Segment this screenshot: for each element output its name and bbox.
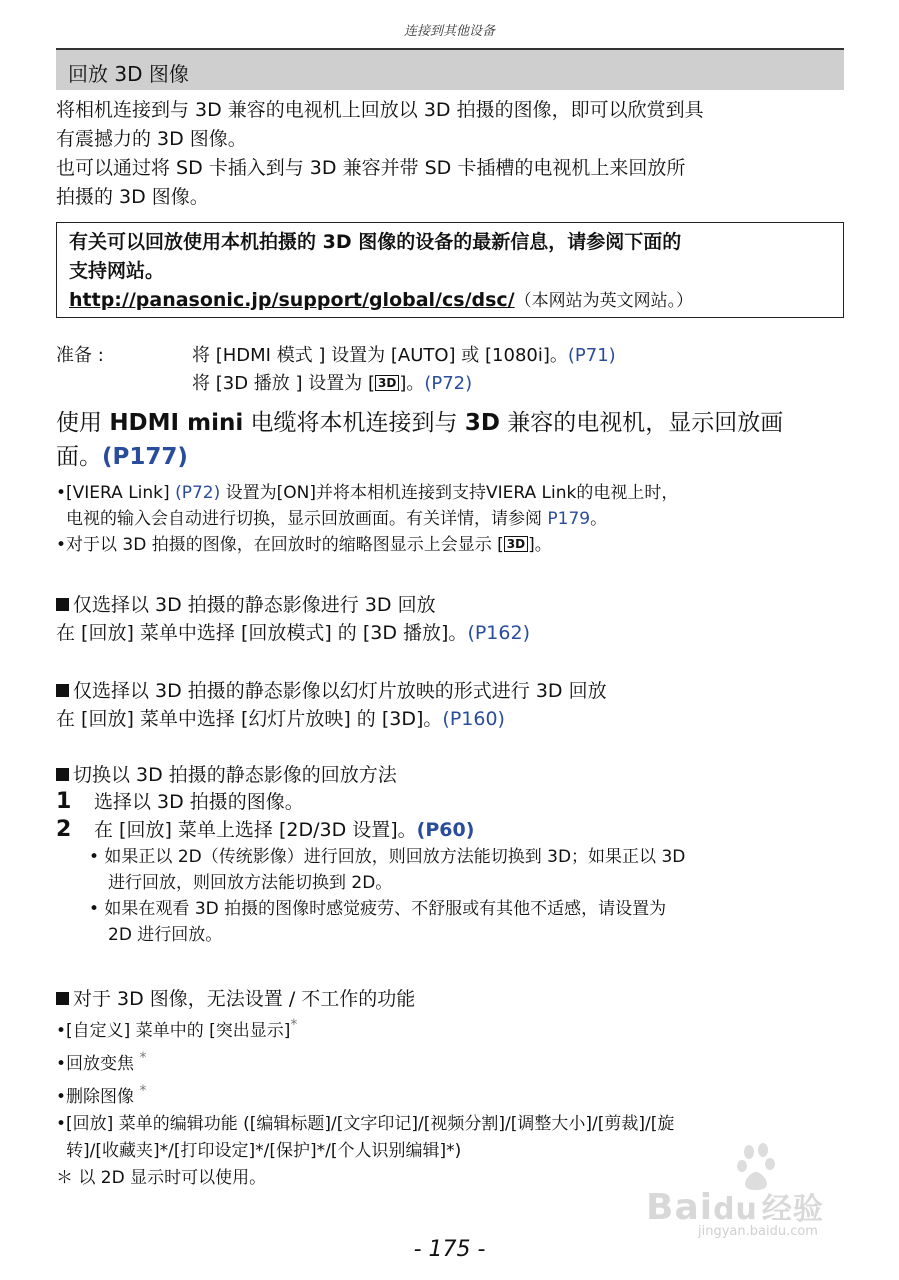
intro-line: 拍摄的 3D 图像。 [56,186,209,208]
page-header: 连接到其他设备 [403,24,495,39]
note-line: • 如果在观看 3D 拍摄的图像时感觉疲劳、不舒服或有其他不适感，请设置为 [89,899,667,919]
asterisk-mark: * [139,1050,147,1066]
list-item: •[自定义] 菜单中的 [突出显示] [56,1021,291,1041]
section-body: 在 [回放] 菜单中选择 [回放模式] 的 [3D 播放]。 [56,622,468,644]
step-number: 2 [56,817,72,842]
list-item: •[回放] 菜单的编辑功能 ([编辑标题]/[文字印记]/[视频分割]/[调整大小]/[剪裁]/[旋 [56,1114,675,1134]
watermark-brand: Bai [646,1187,714,1228]
bullet-text: 设置为[ON]并将本相机连接到支持VIERA Link的电视上时， [220,483,679,503]
bullet-text: 。 [590,509,608,529]
footnote: ＊ 以 2D 显示时可以使用。 [56,1168,267,1188]
bullet-text: •对于以 3D 拍摄的图像，在回放时的缩略图显示上会显示 [ [56,535,504,555]
baidu-watermark [646,1138,856,1238]
page-ref-link[interactable]: (P162) [467,622,530,644]
square-bullet-icon [56,598,69,611]
section-heading: 对于 3D 图像，无法设置 / 不工作的功能 [73,988,416,1010]
page-ref-link[interactable]: (P72) [424,373,473,394]
main-text: 使用 [56,410,110,436]
page-ref-link[interactable]: (P60) [416,819,475,841]
note-line: 2D 进行回放。 [108,925,223,945]
watermark-brand: 经验 [761,1192,824,1227]
intro-line: 也可以通过将 SD 卡插入到与 3D 兼容并带 SD 卡插槽的电视机上来回放所 [56,157,686,179]
bullet-text: •[VIERA Link] [56,483,176,503]
prep-line-end: ]。 [399,373,425,394]
bullet-text: ]。 [528,535,552,555]
section-3 [56,762,846,948]
page-ref-link[interactable]: P179 [547,509,591,529]
prep-line: 将 [HDMI 模式 ] 设置为 [AUTO] 或 [1080i]。 [192,345,568,366]
watermark-brand: du [713,1192,758,1227]
asterisk-mark: * [290,1017,298,1033]
watermark-url: jingyan.baidu.com [698,1224,818,1239]
section-title: 回放 3D 图像 [68,62,189,86]
square-bullet-icon [56,684,69,697]
section-2 [56,678,607,734]
note-line: • 如果正以 2D（传统影像）进行回放，则回放方法能切换到 3D；如果正以 3D [89,847,686,867]
list-item: 转]/[收藏夹]*/[打印设定]*/[保护]*/[个人识别编辑]*) [66,1141,462,1161]
main-text: 面。 [56,444,102,470]
section-heading: 切换以 3D 拍摄的静态影像的回放方法 [73,764,397,786]
page-ref-link[interactable]: (P71) [567,345,616,366]
section-heading: 仅选择以 3D 拍摄的静态影像进行 3D 回放 [73,594,436,616]
main-step [56,406,846,474]
prep-steps [192,342,616,398]
list-item: •删除图像 [56,1087,135,1107]
note-line: 进行回放，则回放方法能切换到 2D。 [108,873,393,893]
3d-icon: 3D [504,536,528,552]
prep-label: 准备 : [56,345,104,366]
bullet-text: 电视的输入会自动进行切换，显示回放画面。有关详情，请参阅 [66,509,548,529]
intro-line: 有震撼力的 3D 图像。 [56,128,247,150]
main-text: 电缆将本机连接到与 [243,410,465,436]
main-text-bold: HDMI mini [109,410,244,436]
section-heading: 仅选择以 3D 拍摄的静态影像以幻灯片放映的形式进行 3D 回放 [73,680,607,702]
support-link[interactable]: http://panasonic.jp/support/global/cs/dsc/ [69,289,515,311]
square-bullet-icon [56,768,69,781]
section-bar [56,50,844,90]
page-ref-link[interactable]: (P160) [442,708,505,730]
3d-icon: 3D [375,375,399,391]
asterisk-mark: * [139,1083,147,1099]
prep-line: 将 [3D 播放 ] 设置为 [ [192,373,375,394]
list-item: •回放变焦 [56,1054,135,1074]
bullet-list [56,480,846,558]
notice-box [56,222,844,318]
page-ref-link[interactable]: (P177) [102,444,188,470]
step-text: 选择以 3D 拍摄的图像。 [94,791,304,813]
section-body: 在 [回放] 菜单中选择 [幻灯片放映] 的 [3D]。 [56,708,443,730]
step-number: 1 [56,789,72,814]
page-ref-link[interactable]: (P72) [175,483,221,503]
intro-paragraph [56,96,844,212]
notice-line: 有关可以回放使用本机拍摄的 3D 图像的设备的最新信息，请参阅下面的 [69,231,682,253]
main-text-bold: 3D [464,410,500,436]
square-bullet-icon [56,992,69,1005]
page-number: - 175 - [413,1237,486,1262]
section-1 [56,592,530,648]
intro-line: 将相机连接到与 3D 兼容的电视机上回放以 3D 拍摄的图像，即可以欣赏到具 [56,99,704,121]
notice-line: 支持网站。 [69,260,165,282]
step-text: 在 [回放] 菜单上选择 [2D/3D 设置]。 [94,819,417,841]
url-note: （本网站为英文网站。） [514,291,694,311]
main-text: 兼容的电视机，显示回放画 [499,410,784,436]
